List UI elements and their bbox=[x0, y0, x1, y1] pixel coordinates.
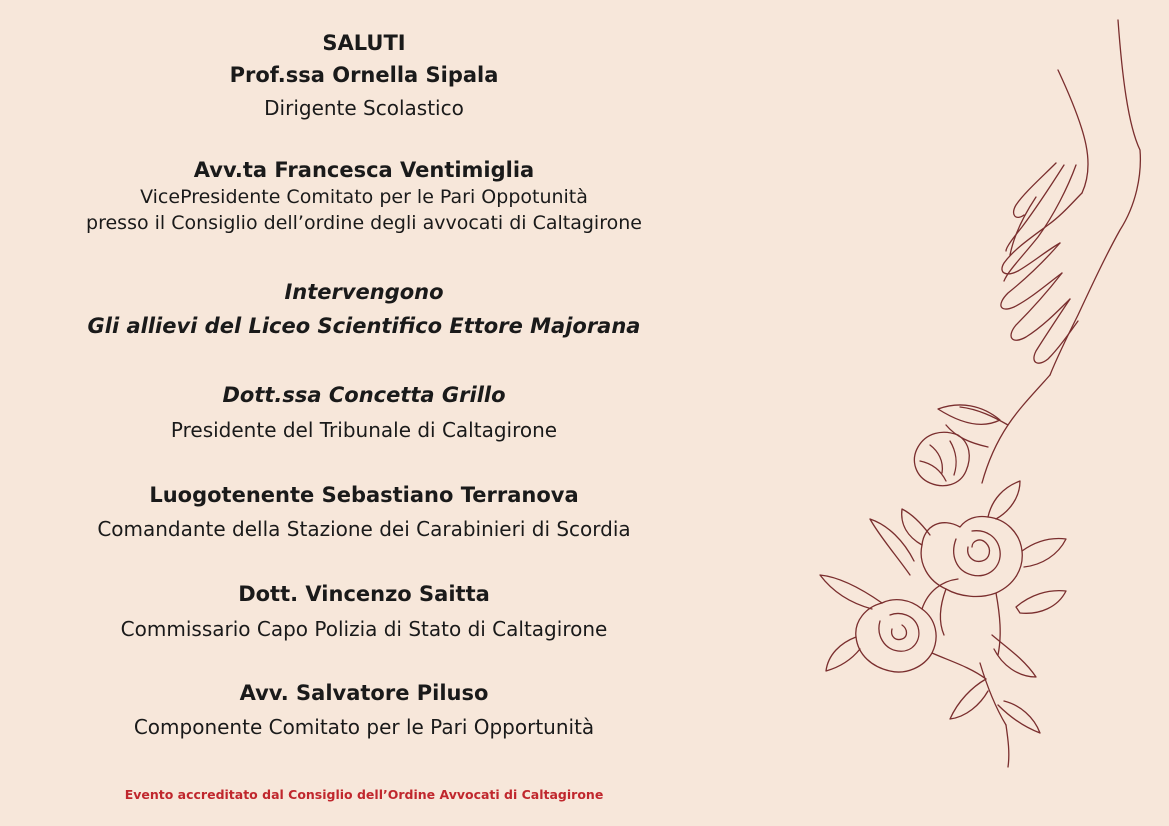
students-line: Gli allievi del Liceo Scientifico Ettore Majorana bbox=[87, 314, 641, 338]
speaker-role-sipala: Dirigente Scolastico bbox=[264, 96, 464, 120]
intervengono-heading: Intervengono bbox=[284, 280, 444, 304]
speaker-name-grillo: Dott.ssa Concetta Grillo bbox=[222, 383, 506, 407]
accreditation-note: Evento accreditato dal Consiglio dell’Ordine Avvocati di Caltagirone bbox=[124, 787, 604, 802]
speaker-name-sipala: Prof.ssa Ornella Sipala bbox=[229, 63, 499, 87]
speaker-role-ventimiglia-line1: VicePresidente Comitato per le Pari Oppotunità bbox=[140, 186, 588, 208]
speaker-role-ventimiglia-line2: presso il Consiglio dell’ordine degli avvocati di Caltagirone bbox=[86, 212, 642, 234]
speaker-role-terranova: Comandante della Stazione dei Carabinieri di Scordia bbox=[97, 517, 631, 541]
hand-with-roses-line-art-icon bbox=[810, 15, 1160, 775]
saluti-heading: SALUTI bbox=[322, 31, 406, 55]
speaker-name-ventimiglia: Avv.ta Francesca Ventimiglia bbox=[193, 158, 535, 182]
speaker-role-grillo: Presidente del Tribunale di Caltagirone bbox=[170, 418, 558, 442]
speaker-role-piluso: Componente Comitato per le Pari Opportunità bbox=[133, 715, 595, 739]
speaker-name-piluso: Avv. Salvatore Piluso bbox=[239, 681, 489, 705]
speaker-name-saitta: Dott. Vincenzo Saitta bbox=[238, 582, 490, 606]
speaker-role-saitta: Commissario Capo Polizia di Stato di Caltagirone bbox=[120, 617, 608, 641]
speaker-name-terranova: Luogotenente Sebastiano Terranova bbox=[149, 483, 579, 507]
